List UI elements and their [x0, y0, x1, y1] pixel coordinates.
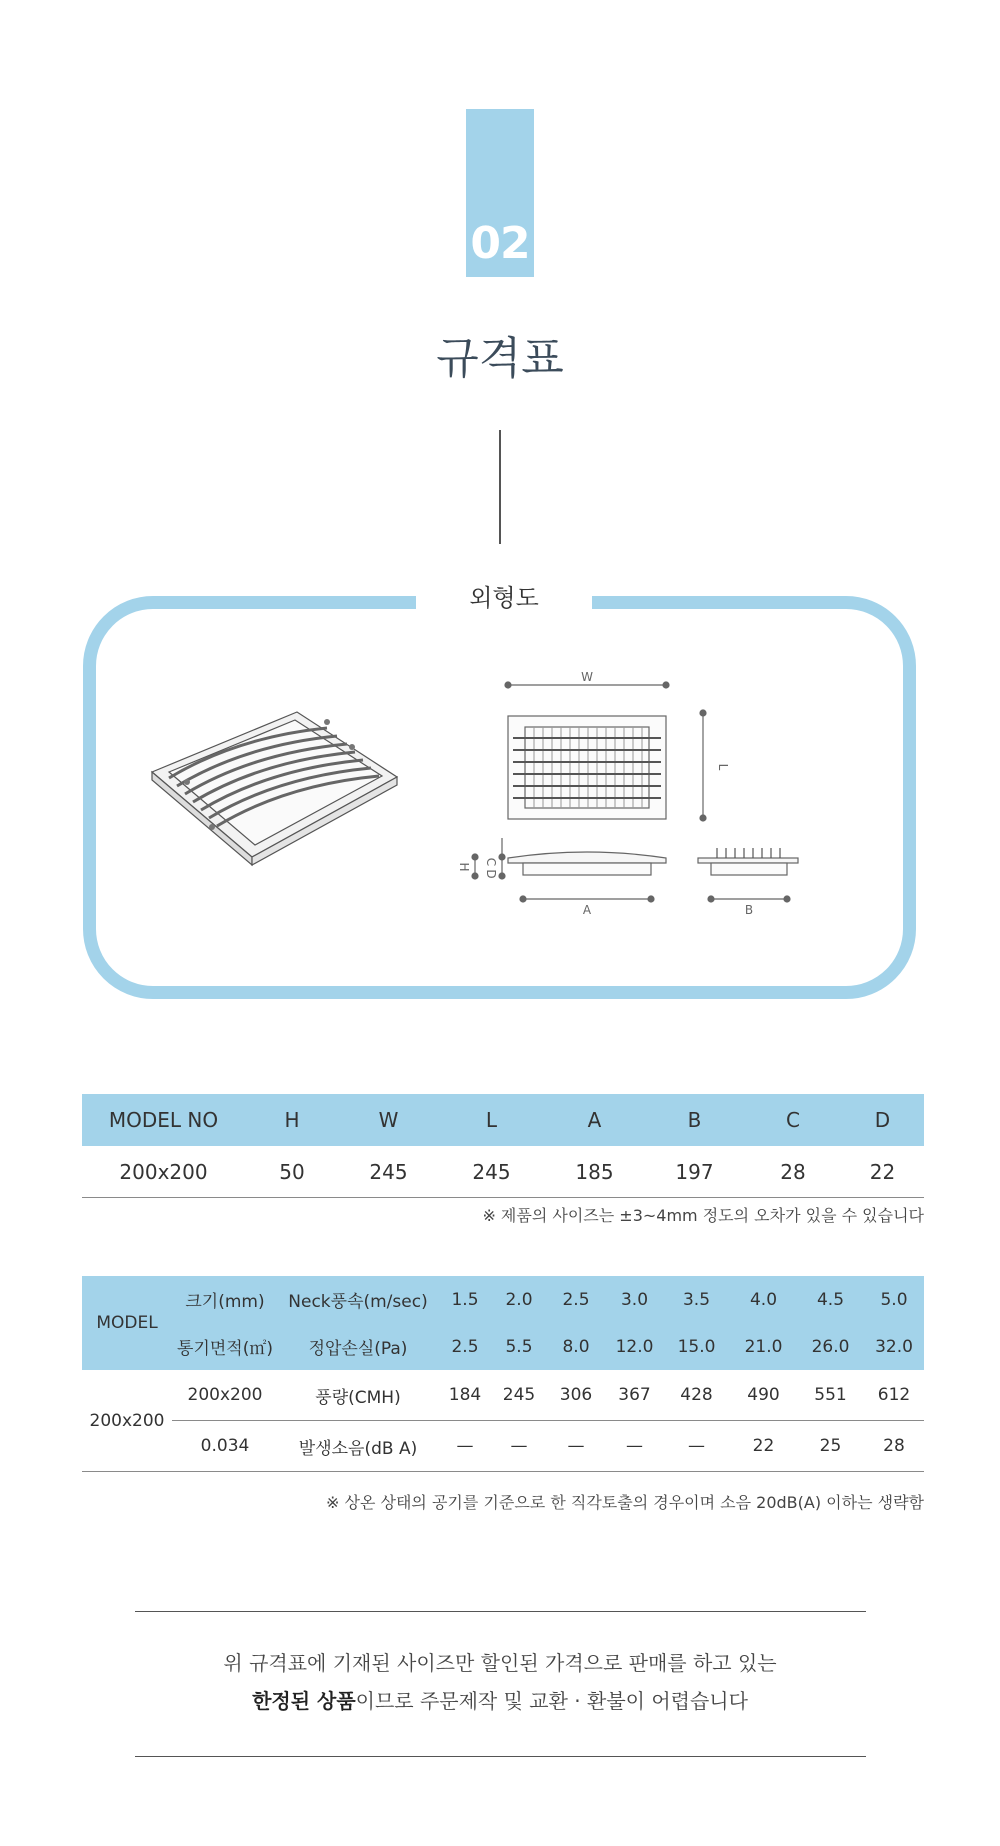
- velocity-value: 4.0: [730, 1276, 797, 1323]
- outline-label: 외형도: [469, 584, 539, 612]
- size-value: 200x200: [172, 1370, 278, 1421]
- table-header: A: [545, 1094, 644, 1146]
- isometric-grille-image: [152, 712, 397, 865]
- noise-value: —: [438, 1421, 492, 1472]
- noise-value: 28: [864, 1421, 924, 1472]
- notice-line-2-text: 이므로 주문제작 및 교환 · 환불이 어렵습니다: [355, 1689, 748, 1713]
- velocity-value: 3.5: [663, 1276, 730, 1323]
- section-number: 02: [470, 218, 530, 269]
- size-label: 크기(mm): [172, 1276, 278, 1323]
- noise-value: —: [492, 1421, 546, 1472]
- noise-note: ※ 상온 상태의 공기를 기준으로 한 직각토출의 경우이며 소음 20dB(A) 이하는 생략함: [326, 1493, 924, 1512]
- pressure-value: 15.0: [663, 1323, 730, 1370]
- flow-value: 367: [606, 1370, 663, 1421]
- table-cell: 28: [745, 1146, 841, 1198]
- noise-value: 25: [797, 1421, 864, 1472]
- table-cell: 245: [339, 1146, 438, 1198]
- dim-d-label: D: [484, 869, 498, 879]
- velocity-value: 4.5: [797, 1276, 864, 1323]
- velocity-value: 2.5: [546, 1276, 606, 1323]
- outline-drawing: [97, 612, 903, 982]
- table-cell: 185: [545, 1146, 644, 1198]
- dim-l-label: L: [716, 763, 730, 771]
- noise-value: —: [663, 1421, 730, 1472]
- size-tolerance-note: ※ 제품의 사이즈는 ±3~4mm 정도의 오차가 있을 수 있습니다: [482, 1206, 924, 1225]
- noise-label: 발생소음(dB A): [278, 1421, 438, 1472]
- table-cell: 50: [245, 1146, 339, 1198]
- dim-w-label: W: [581, 670, 593, 684]
- dim-h-label: H: [457, 862, 471, 872]
- table-row: [82, 1146, 924, 1198]
- pressure-value: 32.0: [864, 1323, 924, 1370]
- notice-top-rule: [135, 1611, 866, 1612]
- velocity-value: 5.0: [864, 1276, 924, 1323]
- table-header: W: [339, 1094, 438, 1146]
- table-cell: 22: [841, 1146, 924, 1198]
- notice-emphasis: 한정된 상품: [252, 1689, 356, 1713]
- flow-value: 612: [864, 1370, 924, 1421]
- noise-value: —: [546, 1421, 606, 1472]
- flow-value: 428: [663, 1370, 730, 1421]
- pressure-value: 21.0: [730, 1323, 797, 1370]
- pressure-value: 8.0: [546, 1323, 606, 1370]
- table-header: MODEL NO: [82, 1094, 245, 1146]
- velocity-value: 2.0: [492, 1276, 546, 1323]
- model-value: 200x200: [82, 1370, 172, 1472]
- dim-c-label: C: [484, 857, 498, 867]
- table-header-row: [82, 1276, 924, 1323]
- flow-value: 306: [546, 1370, 606, 1421]
- front-view-drawing: [505, 682, 706, 821]
- pressure-value: 2.5: [438, 1323, 492, 1370]
- table-header-row: [82, 1323, 924, 1370]
- flow-value: 184: [438, 1370, 492, 1421]
- flow-label: 풍량(CMH): [278, 1370, 438, 1421]
- flow-value: 245: [492, 1370, 546, 1421]
- table-cell: 197: [644, 1146, 745, 1198]
- pressure-value: 26.0: [797, 1323, 864, 1370]
- neck-velocity-label: Neck풍속(m/sec): [278, 1276, 438, 1323]
- noise-value: —: [606, 1421, 663, 1472]
- table-header: C: [745, 1094, 841, 1146]
- table-row: [82, 1370, 924, 1421]
- table-header: H: [245, 1094, 339, 1146]
- dim-b-label: B: [744, 903, 754, 917]
- area-value: 0.034: [172, 1421, 278, 1472]
- velocity-value: 3.0: [606, 1276, 663, 1323]
- table-header: D: [841, 1094, 924, 1146]
- pressure-value: 12.0: [606, 1323, 663, 1370]
- table-header: L: [438, 1094, 545, 1146]
- table-cell: 245: [438, 1146, 545, 1198]
- notice-line-2: [0, 1685, 1000, 1714]
- noise-value: 22: [730, 1421, 797, 1472]
- pressure-loss-label: 정압손실(Pa): [278, 1323, 438, 1370]
- notice-bottom-rule: [135, 1756, 866, 1757]
- title-divider: [499, 430, 501, 544]
- end-view-drawing: [698, 848, 798, 902]
- table-header: B: [644, 1094, 745, 1146]
- notice-line-1: 위 규격표에 기재된 사이즈만 할인된 가격으로 판매를 하고 있는: [223, 1651, 777, 1675]
- performance-table: [82, 1276, 924, 1472]
- side-view-drawing: [472, 838, 666, 902]
- section-title: 규격표: [436, 333, 564, 384]
- vent-area-label: 통기면적(㎡): [172, 1323, 278, 1370]
- flow-value: 551: [797, 1370, 864, 1421]
- dim-a-label: A: [582, 903, 592, 917]
- model-label: MODEL: [82, 1276, 172, 1370]
- velocity-value: 1.5: [438, 1276, 492, 1323]
- flow-value: 490: [730, 1370, 797, 1421]
- pressure-value: 5.5: [492, 1323, 546, 1370]
- section-number-block: [466, 109, 534, 277]
- table-header-row: [82, 1094, 924, 1146]
- table-row: [82, 1421, 924, 1472]
- table-cell: 200x200: [82, 1146, 245, 1198]
- dimension-table: [82, 1094, 924, 1198]
